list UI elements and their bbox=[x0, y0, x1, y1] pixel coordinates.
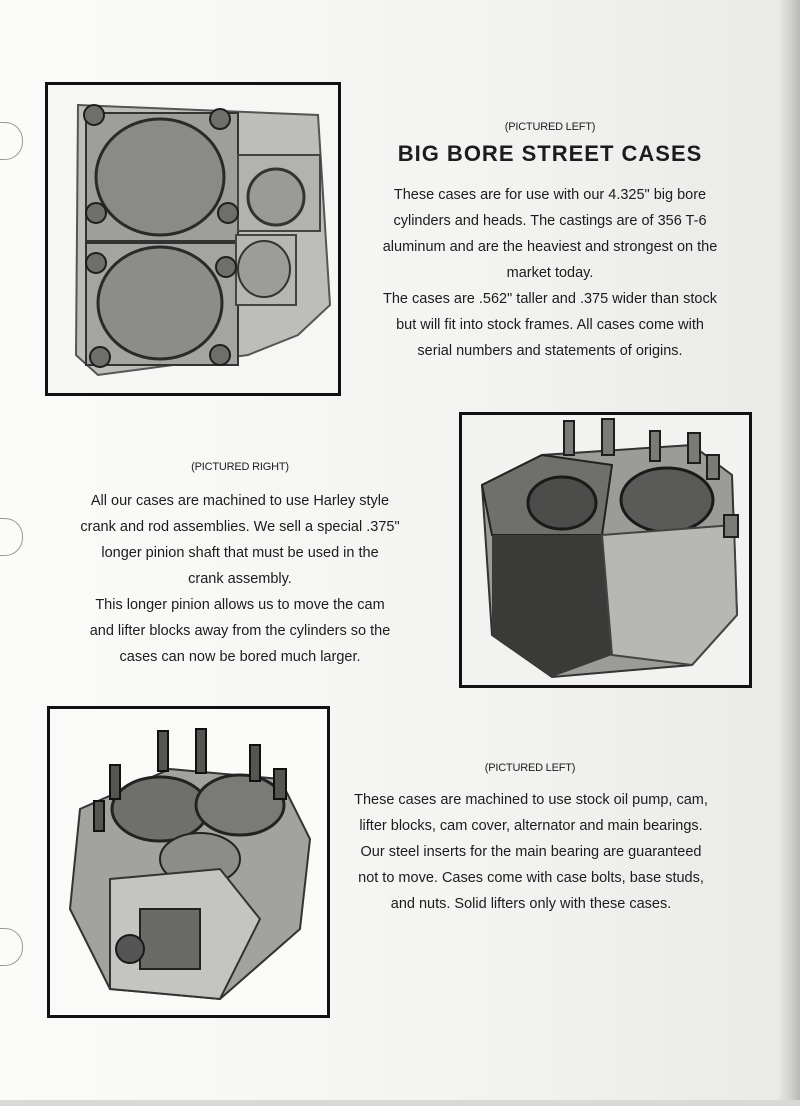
text-line: The cases are .562" taller and .375 wider than stock bbox=[382, 291, 717, 307]
text-line: cylinders and heads. The castings are of 356 T-6 bbox=[393, 213, 707, 229]
page-bottom-edge bbox=[0, 1100, 800, 1106]
section3-description bbox=[325, 787, 737, 917]
text-line: cases can now be bored much larger. bbox=[119, 649, 361, 665]
text-line: but will fit into stock frames. All cases come with bbox=[396, 317, 704, 333]
text-line: serial numbers and statements of origins. bbox=[417, 343, 683, 359]
page-title: BIG BORE STREET CASES bbox=[397, 141, 703, 166]
text-line: aluminum and are the heaviest and strongest on the bbox=[382, 239, 718, 255]
section2-caption-label: (PICTURED RIGHT) bbox=[191, 461, 289, 473]
text-line: and lifter blocks away from the cylinders so the bbox=[89, 623, 391, 639]
text-line: not to move. Cases come with case bolts, base studs, bbox=[358, 870, 704, 886]
photo-case-side-view bbox=[459, 412, 752, 688]
section1-description bbox=[350, 182, 750, 364]
text-line: Our steel inserts for the main bearing are guaranteed bbox=[360, 844, 702, 860]
photo-case-top-view bbox=[45, 82, 341, 396]
text-line: All our cases are machined to use Harley style bbox=[90, 493, 390, 509]
text-line: market today. bbox=[506, 265, 594, 281]
text-line: and nuts. Solid lifters only with these cases. bbox=[390, 896, 672, 912]
section1-caption-label: (PICTURED LEFT) bbox=[504, 121, 596, 133]
photo-case-angled-view bbox=[47, 706, 330, 1018]
section2-description bbox=[20, 488, 460, 670]
text-line: crank assembly. bbox=[188, 571, 292, 587]
case-angled-view-illustration bbox=[50, 709, 327, 1015]
section3-caption-label: (PICTURED LEFT) bbox=[484, 762, 576, 774]
text-line: lifter blocks, cam cover, alternator and main bearings. bbox=[359, 818, 703, 834]
case-top-view-illustration bbox=[48, 85, 338, 393]
page-edge-shadow bbox=[778, 0, 800, 1106]
text-line: longer pinion shaft that must be used in the bbox=[101, 545, 379, 561]
text-line: These cases are machined to use stock oil pump, cam, bbox=[354, 792, 708, 808]
text-line: This longer pinion allows us to move the cam bbox=[95, 597, 385, 613]
text-line: These cases are for use with our 4.325" big bore bbox=[393, 187, 707, 203]
case-side-view-illustration bbox=[462, 415, 749, 685]
text-line: crank and rod assemblies. We sell a special .375" bbox=[80, 519, 400, 535]
